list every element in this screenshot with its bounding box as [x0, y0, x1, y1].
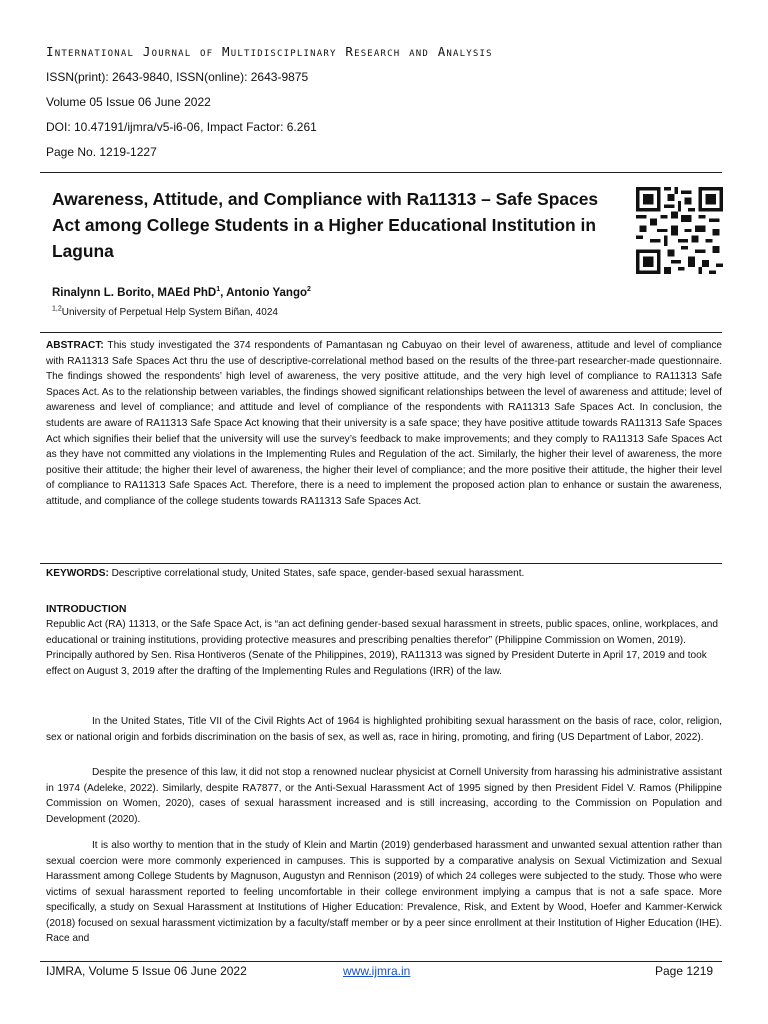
author-affiliation-mark: 1: [216, 286, 221, 294]
author-separator: ,: [220, 287, 227, 299]
abstract-text: This study investigated the 374 respondents of Pamantasan ng Cabuyao on their level of awareness, attitude and level of compliance with RA11313 Safe Spaces Act thru the use of descriptive-correlational method based on the results of the three-part researcher-made questionnaire. The findings showed the respondents’ high level of awareness, the very positive attitude, and the very high level of compliance to RA11313 Safe Spaces Act. As to the relationship between variables, the findings showed significant relationships between the level of awareness and attitude; level of awareness and level of compliance; and attitude and level of compliance of the respondents with RA11313 Safe Spaces Act. In conclusion, the students are aware of RA11313 Safe Space Act knowing that their university is a safe space; they have positive attitude towards RA11313 Safe Spaces Act which signifies their belief that the university will use the survey’s feedback to make improvements; and they comply to RA11313 Safe Spaces Act as they have not committed any violations in the Implementing Rules and Regulation of the act. Similarly, the higher their level of awareness, the more positive their attitude; the higher their level of awareness, the higher their level of compliance; and the more positive their attitude, the higher their level of compliance to RA11313 Safe Spaces Act. Therefore, there is a need to implement the proposed action plan to enhance or sustain the awareness, attitude, and compliance of the college students towards RA11313 Safe Spaces Act.: [46, 340, 722, 507]
author-affiliation: [52, 307, 278, 318]
page-range-line: Page No. 1219-1227: [46, 145, 157, 159]
issn-line: ISSN(print): 2643-9840, ISSN(online): 2643-9875: [46, 70, 309, 84]
affiliation-mark: 1,2: [52, 305, 62, 313]
doi-line: DOI: 10.47191/ijmra/v5-i6-06, Impact Factor: 6.261: [46, 120, 317, 134]
journal-name: International Journal of Multidisciplinary Research and Analysis: [46, 44, 493, 59]
affiliation-text: University of Perpetual Help System Biñan, 4024: [61, 307, 278, 318]
keywords-text: Descriptive correlational study, United States, safe space, gender-based sexual harassment.: [108, 568, 525, 579]
article-title: Awareness, Attitude, and Compliance with Ra11313 – Safe Spaces Act among College Students in a Higher Educational Institution in Laguna: [52, 189, 599, 261]
qr-code-icon: [634, 187, 725, 274]
keywords: [46, 568, 524, 579]
body-paragraph: In the United States, Title VII of the Civil Rights Act of 1964 is highlighted prohibiting sexual harassment on the basis of race, color, religion, sex or national origin and forbids discrimination on the basis of sex, as well as, race in hiring, promoting, and firing (US Department of Labor, 2022).: [46, 716, 722, 743]
author-affiliation-mark: 2: [307, 286, 311, 294]
page-number: Page 1219: [655, 964, 714, 978]
journal-website-link[interactable]: www.ijmra.in: [343, 964, 411, 978]
volume-line: Volume 05 Issue 06 June 2022: [46, 95, 211, 109]
body-paragraph: Republic Act (RA) 11313, or the Safe Space Act, is “an act defining gender-based sexual harassment in streets, public spaces, online, workplaces, and educational or training institutions, providing protective measures and prescribing penalties therefor” (Philippine Commission on Women, 2019). Principally authored by Sen. Risa Hontiveros (Senate of the Philippines, 2019), RA11313 was signed by President Duterte in April 17, 2019 and took effect on August 3, 2019 after the drafting of the Implementing Rules and Regulations (IRR) of the law.: [46, 619, 718, 677]
keywords-label: KEYWORDS:: [46, 568, 109, 579]
footer-divider: [40, 961, 722, 962]
body-paragraph: It is also worthy to mention that in the study of Klein and Martin (2019) genderbased harassment and unwanted sexual attention rather than sexual coercion were more commonly experienced in campuses. This is supported by a comparative analysis on Sexual Victimization and Sexual Harassment among College Students by Magnuson, Augustyn and Rennison (2019) of which 24 colleges were subjected to the study. Those who were victims of sexual harassment reported to feeling uncomfortable in their college environment implying a campus that is not a safe space. More specifically, a study on Sexual Harassment at Institutions of Higher Education: Prevalence, Risk, and Extent by Wood, Hoefer and Kammer-Kerwick (2018) focused on sexual harassment victimization by a faculty/staff member or by a peer since enrollment at their Institution of Higher Education (IHE). Race and: [46, 840, 722, 944]
footer-journal-issue: IJMRA, Volume 5 Issue 06 June 2022: [46, 964, 247, 978]
author-list: [52, 287, 311, 299]
author-name: Rinalynn L. Borito, MAEd PhD: [52, 287, 217, 299]
section-heading: INTRODUCTION: [46, 603, 127, 615]
author-name: Antonio Yango: [226, 287, 307, 299]
abstract-label: ABSTRACT:: [46, 340, 104, 351]
header-divider: [40, 172, 722, 173]
body-paragraph: Despite the presence of this law, it did not stop a renowned nuclear physicist at Cornell University from harassing his administrative assistant in 1974 (Adeleke, 2022). Similarly, despite RA7877, or the Anti-Sexual Harassment Act of 1995 signed by then President Fidel V. Ramos (Philippine Commission on Women, 2020), cases of sexual harassment increased and is still increasing, according to the Commission on Population and Development (2020).: [46, 767, 722, 825]
abstract: [46, 338, 722, 510]
